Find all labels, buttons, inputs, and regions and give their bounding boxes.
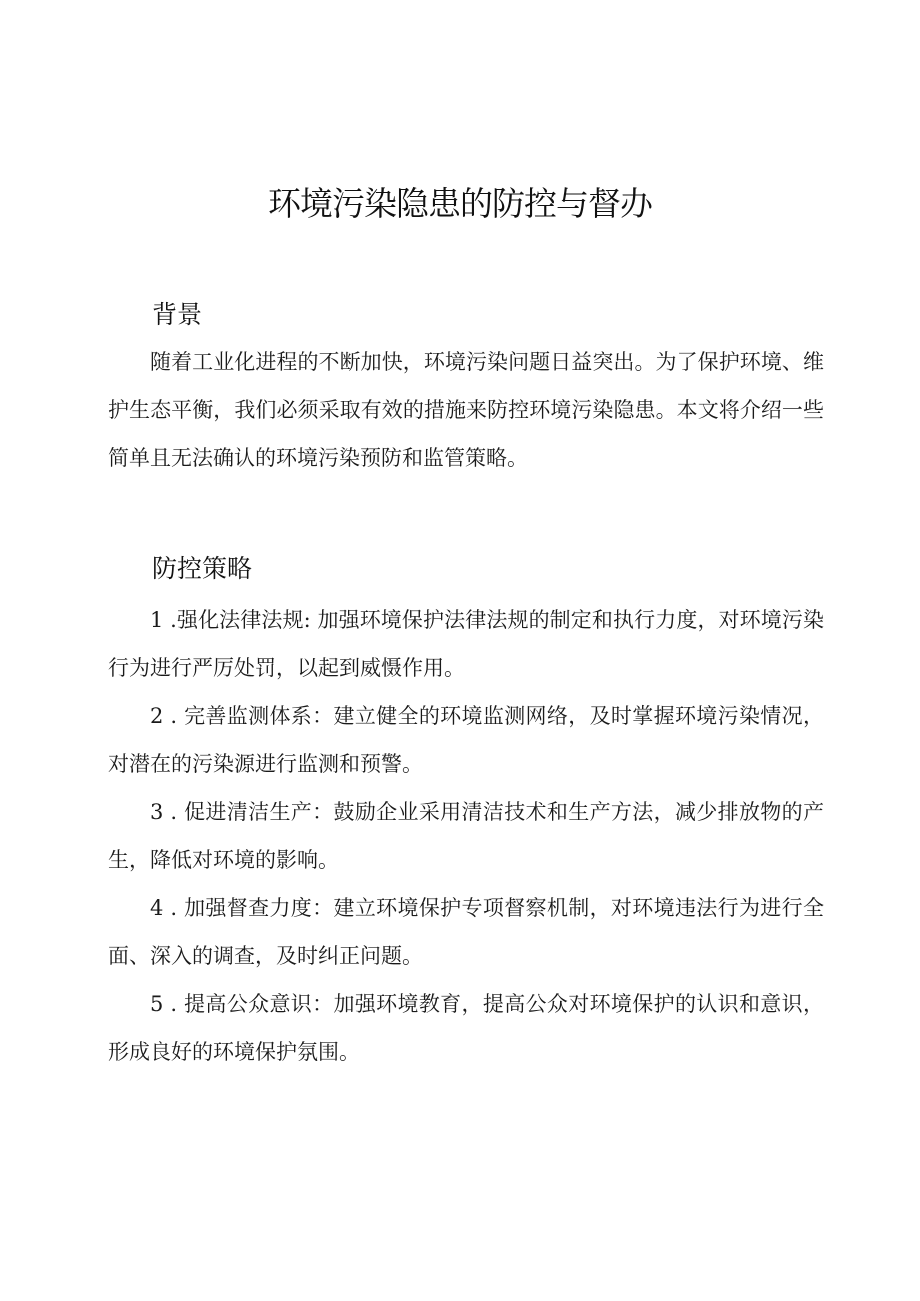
document-title: 环境污染隐患的防控与督办 xyxy=(268,184,652,223)
strategy-item-text: .强化法律法规: 加强环境保护法律法规的制定和执行力度，对环境污染行为进行严厉处罚，以起到威慑作用。 xyxy=(108,608,824,680)
strategy-item-text: . 提高公众意识：加强环境教育，提高公众对环境保护的认识和意识，形成良好的环境保护氛围。 xyxy=(108,992,824,1064)
strategy-item-number: 1 xyxy=(150,608,164,632)
strategy-item-number: 2 xyxy=(150,704,164,728)
strategy-item-2 xyxy=(108,692,824,788)
strategy-item-3 xyxy=(108,788,824,884)
strategy-item-text: . 完善监测体系：建立健全的环境监测网络，及时掌握环境污染情况，对潜在的污染源进行监测和预警。 xyxy=(108,704,824,776)
strategy-item-4 xyxy=(108,884,824,980)
strategy-item-number: 5 xyxy=(150,992,164,1016)
strategy-item-5 xyxy=(108,980,824,1076)
strategy-item-1 xyxy=(108,596,824,692)
strategy-item-number: 4 xyxy=(150,896,164,920)
section-heading-strategy: 防控策略 xyxy=(152,554,253,583)
strategy-item-text: . 加强督查力度：建立环境保护专项督察机制，对环境违法行为进行全面、深入的调查，及时纠正问题。 xyxy=(108,896,824,968)
background-paragraph: 随着工业化进程的不断加快，环境污染问题日益突出。为了保护环境、维护生态平衡，我们必须采取有效的措施来防控环境污染隐患。本文将介绍一些简单且无法确认的环境污染预防和监管策略。 xyxy=(108,350,824,470)
strategy-item-number: 3 xyxy=(150,800,164,824)
section-heading-background: 背景 xyxy=(152,300,203,329)
strategy-item-text: . 促进清洁生产：鼓励企业采用清洁技术和生产方法，减少排放物的产生，降低对环境的影响。 xyxy=(108,800,824,872)
